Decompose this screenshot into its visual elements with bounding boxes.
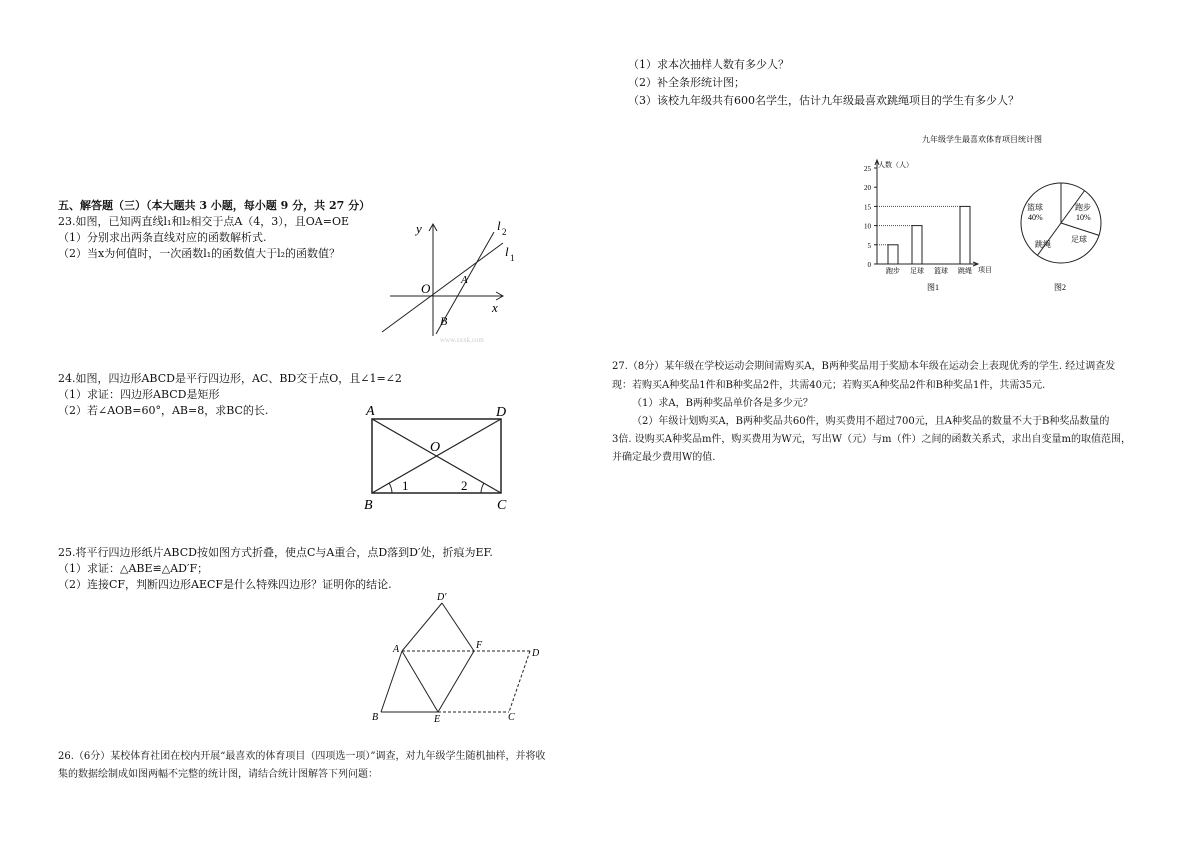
- label-angle-2: 2: [461, 478, 468, 493]
- q26-line2: 集的数据绘制成如图两幅不完整的统计图，请结合统计图解答下列问题：: [58, 769, 378, 780]
- label-b: B: [372, 712, 379, 723]
- q26-subq-2: （2）补全条形统计图；: [628, 76, 745, 89]
- q24-part2: （2）若∠AOB=60°，AB=8，求BC的长.: [58, 404, 269, 417]
- y-tick-label: 5: [867, 241, 871, 250]
- label-dprime: D′: [437, 592, 447, 603]
- pie-caption: 图2: [1054, 283, 1066, 292]
- label-d: D: [496, 405, 507, 420]
- q23-stem: 23.如图，已知两直线l₁和l₂相交于点A（4，3），且OA=OE: [58, 215, 350, 228]
- label-a: A: [393, 644, 400, 655]
- pie-pct-running: 10%: [1076, 213, 1091, 222]
- q27-line3: （1）求A，B两种奖品单价各是多少元？: [632, 398, 813, 409]
- q25-part1: （1）求证：△ABE≌△AD′F；: [58, 562, 209, 575]
- pie-label-running: 跑步: [1075, 203, 1091, 212]
- q24-stem: 24.如图，四边形ABCD是平行四边形，AC、BD交于点O，且∠1=∠2: [58, 372, 402, 385]
- q26-subq-1: （1）求本次抽样人数有多少人？: [628, 58, 789, 71]
- pie-slice-divider: [1061, 223, 1099, 235]
- label-f: F: [476, 640, 483, 651]
- label-c: C: [508, 712, 515, 723]
- y-tick-label: 15: [864, 203, 871, 212]
- label-l1-sub: 1: [510, 253, 515, 263]
- bar-ylabel: 人数（人）: [878, 161, 913, 169]
- bar-足球: [912, 226, 922, 264]
- x-category-label: 跑步: [886, 267, 900, 275]
- y-tick-label: 25: [864, 165, 871, 173]
- pie-label-basketball: 篮球: [1027, 203, 1043, 212]
- y-tick-label: 20: [864, 184, 871, 193]
- q25-part2: （2）连接CF，判断四边形AECF是什么特殊四边形？证明你的结论.: [58, 578, 392, 591]
- x-category-label: 足球: [910, 267, 924, 275]
- bar-xlabel: 项目: [978, 266, 992, 274]
- bar-跑步: [888, 245, 898, 264]
- q27-line2: 现：若购买A种奖品1件和B种奖品2件，共需40元；若购买A种奖品2件和B种奖品1件，共需35元.: [612, 380, 1046, 391]
- q27-line4: （2）年级计划购买A，B两种奖品共60件，购买费用不超过700元，且A种奖品的数量不大于B种奖品数量的: [632, 416, 1110, 427]
- q23-part2: （2）当x为何值时，一次函数l₁的函数值大于l₂的函数值？: [58, 247, 341, 260]
- label-angle-1: 1: [402, 478, 409, 493]
- q23-part1: （1）分别求出两条直线对应的函数解析式.: [58, 231, 267, 244]
- q24-part1: （1）求证：四边形ABCD是矩形: [58, 388, 220, 401]
- y-tick-label: 0: [867, 261, 871, 269]
- pie-label-football: 足球: [1071, 235, 1087, 244]
- y-tick-label: 10: [864, 222, 871, 231]
- chart-title: 九年级学生最喜欢体育项目统计图: [922, 135, 1042, 144]
- watermark: www.zxxk.com: [440, 336, 484, 344]
- pie-pct-basketball: 40%: [1028, 213, 1043, 222]
- q27-line5: 3倍. 设购买A种奖品m件，购买费用为W元，写出W（元）与m（件）之间的函数关系式，求出自变量m的取值范围，: [612, 434, 1131, 445]
- label-x: x: [492, 300, 498, 315]
- q27-line1: 27.（8分）某年级在学校运动会期间需购买A，B两种奖品用于奖励本年级在运动会上表现优秀的学生. 经过调查发: [612, 361, 1116, 372]
- label-a: A: [461, 274, 468, 286]
- label-e: E: [434, 714, 441, 725]
- x-category-label: 跳绳: [958, 267, 972, 275]
- label-d: D: [532, 648, 540, 659]
- q25-stem: 25.将平行四边形纸片ABCD按如图方式折叠，使点C与A重合，点D落到D′处，折痕为EF.: [58, 546, 493, 559]
- bar-caption: 图1: [927, 283, 939, 292]
- x-category-label: 篮球: [934, 267, 948, 275]
- label-a: A: [366, 404, 375, 419]
- label-l2: l: [497, 218, 501, 233]
- q27-line6: 并确定最少费用W的值.: [612, 452, 716, 463]
- section-title: 五、解答题（三）（本大题共 3 小题，每小题 9 分，共 27 分）: [58, 199, 371, 212]
- q26-line1: 26.（6分）某校体育社团在校内开展“最喜欢的体育项目（四项选一项）”调查，对九年级学生随机抽样，并将收: [58, 751, 546, 762]
- label-o: O: [430, 440, 441, 455]
- label-l1: l: [505, 244, 509, 259]
- label-b: B: [440, 314, 448, 328]
- label-o: O: [421, 281, 431, 296]
- bar-跳绳: [960, 206, 970, 264]
- pie-label-jumprope: 跳绳: [1035, 240, 1051, 249]
- label-y: y: [416, 221, 422, 236]
- label-l2-sub: 2: [502, 227, 507, 237]
- label-b: B: [364, 498, 373, 513]
- label-c: C: [497, 498, 507, 513]
- q26-subq-3: （3）该校九年级共有600名学生，估计九年级最喜欢跳绳项目的学生有多少人？: [628, 94, 1019, 107]
